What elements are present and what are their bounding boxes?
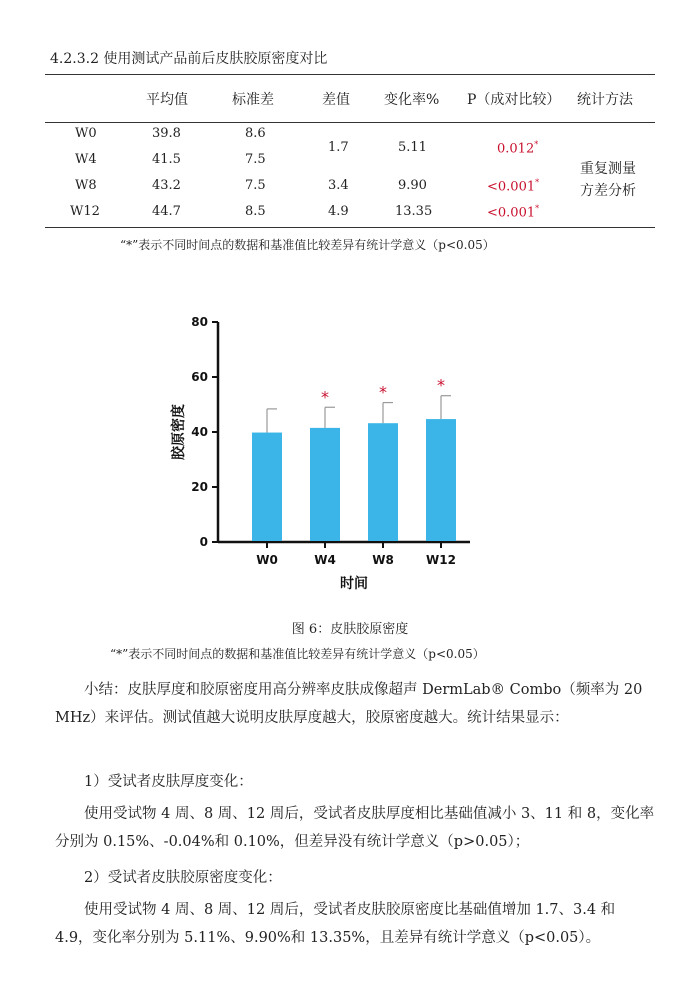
p-value: <0.001*: [487, 204, 540, 221]
row-label: W8: [75, 178, 97, 193]
y-tick-label: 0: [199, 535, 208, 549]
method-line1: 重复测量: [580, 161, 636, 177]
table-bottom-rule: [45, 227, 655, 228]
x-tick-label: W4: [314, 553, 336, 567]
row-sd: 8.5: [245, 204, 266, 219]
item2-title: 2）受试者皮肤胶原密度变化：: [84, 870, 282, 886]
significance-star: *: [437, 375, 445, 395]
header-diff: 差值: [322, 92, 350, 108]
row-mean: 44.7: [152, 204, 181, 219]
diff-value: 1.7: [328, 140, 349, 155]
table-note: “*”表示不同时间点的数据和基准值比较差异有统计学意义（p<0.05）: [120, 238, 495, 252]
row-sd: 8.6: [245, 126, 266, 141]
significance-star: *: [321, 387, 329, 407]
row-mean: 39.8: [152, 126, 181, 141]
p-value: 0.012*: [497, 140, 539, 157]
diff-value: 3.4: [328, 178, 349, 193]
header-method: 统计方法: [577, 92, 633, 108]
y-tick-label: 40: [191, 425, 208, 439]
significance-star: *: [379, 382, 387, 402]
row-label: W0: [75, 126, 97, 141]
row-sd: 7.5: [245, 178, 266, 193]
y-tick-label: 20: [191, 480, 208, 494]
bar: [368, 423, 398, 541]
header-rate: 变化率%: [384, 92, 440, 108]
figure-note: “*”表示不同时间点的数据和基准值比较差异有统计学意义（p<0.05）: [110, 647, 485, 661]
x-axis-label: 时间: [340, 576, 368, 592]
row-mean: 43.2: [152, 178, 181, 193]
diff-value: 4.9: [328, 204, 349, 219]
bar-chart: [0, 300, 700, 600]
header-mean: 平均值: [146, 92, 188, 108]
row-label: W4: [75, 152, 97, 167]
y-tick-label: 80: [191, 315, 208, 329]
item2-text: 使用受试物 4 周、8 周、12 周后，受试者皮肤胶原密度比基础值增加 1.7、3.4 和 4.9，变化率分别为 5.11%、9.90%和 13.35%，且差异有统计学意义（p<0.05）。: [55, 902, 616, 946]
section-title: 4.2.3.2 使用测试产品前后皮肤胶原密度对比: [50, 51, 328, 67]
header-sd: 标准差: [232, 92, 274, 108]
bar: [252, 433, 282, 541]
rate-value: 5.11: [398, 140, 427, 155]
summary-paragraph: 小结：皮肤厚度和胶原密度用高分辨率皮肤成像超声 DermLab® Combo（频率为 20 MHz）来评估。测试值越大说明皮肤厚度越大，胶原密度越大。统计结果显示：: [55, 682, 643, 726]
bar: [426, 419, 456, 541]
table-top-rule: [45, 74, 655, 75]
method-line2: 方差分析: [580, 183, 636, 199]
x-tick-label: W8: [372, 553, 394, 567]
header-p: P（成对比较）: [467, 92, 561, 108]
rate-value: 9.90: [398, 178, 427, 193]
row-mean: 41.5: [152, 152, 181, 167]
item1-text: 使用受试物 4 周、8 周、12 周后，受试者皮肤厚度相比基础值减小 3、11 和 8，变化率分别为 0.15%、-0.04%和 0.10%，但差异没有统计学意义（p>0.05）；: [55, 806, 655, 850]
row-label: W12: [70, 204, 100, 219]
x-tick-label: W0: [256, 553, 278, 567]
item1-title: 1）受试者皮肤厚度变化：: [84, 774, 253, 790]
rate-value: 13.35: [395, 204, 433, 219]
figure-caption: 图 6：皮肤胶原密度: [291, 622, 409, 637]
y-axis-label: 胶原密度: [171, 404, 187, 460]
y-tick-label: 60: [191, 370, 208, 384]
table-header-rule: [45, 122, 655, 123]
row-sd: 7.5: [245, 152, 266, 167]
bar: [310, 428, 340, 541]
p-value: <0.001*: [487, 178, 540, 195]
x-tick-label: W12: [426, 553, 456, 567]
